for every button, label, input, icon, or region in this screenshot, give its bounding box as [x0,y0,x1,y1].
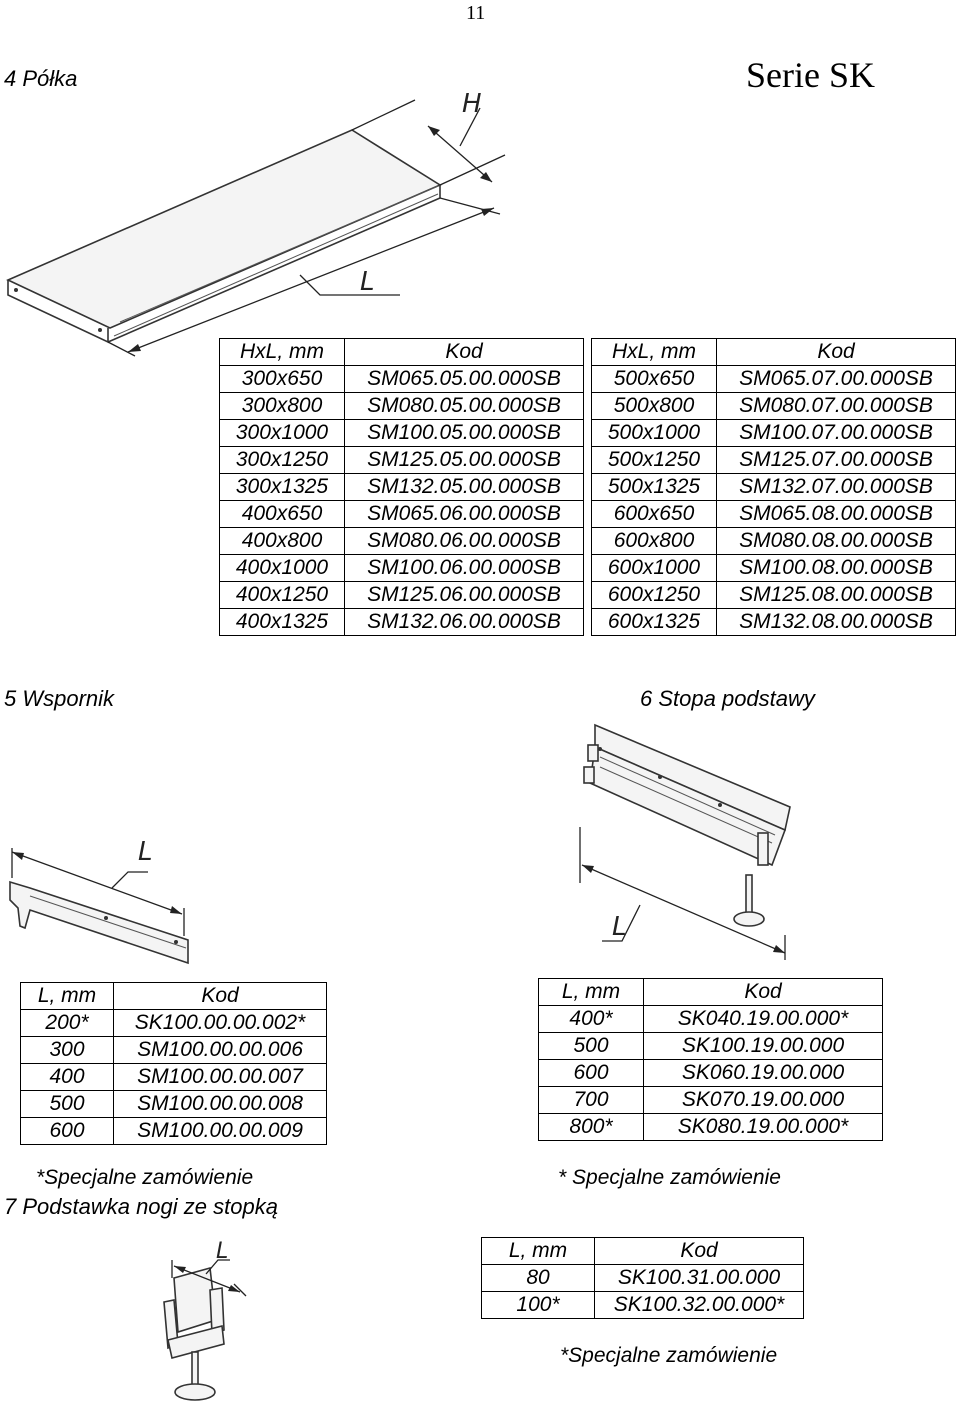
bracket-col1: L, mm [21,983,114,1010]
table-row [21,1010,327,1037]
code-cell: SM080.07.00.000SB [717,393,956,420]
table-row [592,366,956,393]
size-cell: 500x1325 [592,474,717,501]
table-row [220,420,584,447]
shelf-drawing [0,90,520,360]
code-cell: SM100.00.00.009 [114,1118,327,1145]
code-cell: SK100.32.00.000* [595,1292,804,1319]
size-cell: 600x650 [592,501,717,528]
code-cell: SK100.31.00.000 [595,1265,804,1292]
code-cell: SM132.05.00.000SB [345,474,584,501]
table-row [220,393,584,420]
table-row [592,474,956,501]
table-row [220,582,584,609]
table-row [220,528,584,555]
leg-stand-l-label: L [216,1240,229,1264]
base-foot-col1: L, mm [539,979,644,1006]
shelf-table-left [219,338,584,636]
table-row [482,1292,804,1319]
table-row [592,501,956,528]
table-row [21,1037,327,1064]
leg-stand-col1: L, mm [482,1238,595,1265]
shelf-right-col1: HxL, mm [592,339,717,366]
code-cell: SM065.07.00.000SB [717,366,956,393]
series-title: Serie SK [746,55,875,95]
size-cell: 300 [21,1037,114,1064]
code-cell: SM132.07.00.000SB [717,474,956,501]
table-row [539,1087,883,1114]
code-cell: SK080.19.00.000* [644,1114,883,1141]
code-cell: SM100.00.00.008 [114,1091,327,1118]
code-cell: SM125.06.00.000SB [345,582,584,609]
code-cell: SM132.08.00.000SB [717,609,956,636]
table-row [220,609,584,636]
size-cell: 600 [21,1118,114,1145]
table-row [592,393,956,420]
table-row [21,1118,327,1145]
table-row [592,447,956,474]
shelf-right-col2: Kod [717,339,956,366]
code-cell: SM080.06.00.000SB [345,528,584,555]
size-cell: 600x800 [592,528,717,555]
code-cell: SM125.08.00.000SB [717,582,956,609]
size-cell: 300x1000 [220,420,345,447]
bracket-drawing [0,830,210,980]
size-cell: 500x1000 [592,420,717,447]
base-foot-heading: 6 Stopa podstawy [640,686,815,711]
size-cell: 500x1250 [592,447,717,474]
size-cell: 400x650 [220,501,345,528]
code-cell: SM065.08.00.000SB [717,501,956,528]
bracket-table [20,982,327,1145]
table-row [539,1033,883,1060]
table-row [539,1114,883,1141]
size-cell: 400x1250 [220,582,345,609]
code-cell: SM100.00.00.006 [114,1037,327,1064]
size-cell: 500 [21,1091,114,1118]
size-cell: 400x1000 [220,555,345,582]
shelf-h-label: H [462,90,482,119]
code-cell: SK070.19.00.000 [644,1087,883,1114]
size-cell: 800* [539,1114,644,1141]
base-foot-drawing [560,715,810,965]
code-cell: SM065.05.00.000SB [345,366,584,393]
code-cell: SK100.19.00.000 [644,1033,883,1060]
size-cell: 300x1250 [220,447,345,474]
code-cell: SM100.07.00.000SB [717,420,956,447]
bracket-note: *Specjalne zamówienie [36,1166,254,1189]
table-row [220,474,584,501]
code-cell: SK100.00.00.002* [114,1010,327,1037]
code-cell: SM100.00.00.007 [114,1064,327,1091]
code-cell: SM065.06.00.000SB [345,501,584,528]
page-number: 11 [466,2,486,24]
table-row [592,609,956,636]
leg-stand-drawing [150,1240,260,1410]
leg-stand-heading: 7 Podstawka nogi ze stopką [4,1194,278,1219]
shelf-heading: 4 Półka [4,66,78,91]
table-row [482,1265,804,1292]
base-foot-l-label: L [612,912,627,942]
base-foot-col2: Kod [644,979,883,1006]
base-foot-note: * Specjalne zamówienie [558,1166,781,1189]
table-row [220,366,584,393]
size-cell: 300x650 [220,366,345,393]
size-cell: 500x800 [592,393,717,420]
shelf-left-col1: HxL, mm [220,339,345,366]
shelf-left-col2: Kod [345,339,584,366]
size-cell: 80 [482,1265,595,1292]
size-cell: 600 [539,1060,644,1087]
size-cell: 400x800 [220,528,345,555]
code-cell: SM080.08.00.000SB [717,528,956,555]
size-cell: 400 [21,1064,114,1091]
code-cell: SK040.19.00.000* [644,1006,883,1033]
size-cell: 100* [482,1292,595,1319]
table-row [592,528,956,555]
code-cell: SM100.05.00.000SB [345,420,584,447]
code-cell: SM132.06.00.000SB [345,609,584,636]
size-cell: 600x1000 [592,555,717,582]
size-cell: 500x650 [592,366,717,393]
code-cell: SM100.08.00.000SB [717,555,956,582]
bracket-col2: Kod [114,983,327,1010]
size-cell: 600x1325 [592,609,717,636]
bracket-heading: 5 Wspornik [4,686,115,711]
bracket-l-label: L [138,837,153,867]
table-row [592,420,956,447]
leg-stand-col2: Kod [595,1238,804,1265]
table-row [592,582,956,609]
table-row [21,1091,327,1118]
code-cell: SM080.05.00.000SB [345,393,584,420]
size-cell: 300x1325 [220,474,345,501]
code-cell: SM125.07.00.000SB [717,447,956,474]
table-row [21,1064,327,1091]
table-row [220,447,584,474]
size-cell: 400x1325 [220,609,345,636]
leg-stand-note: *Specjalne zamówienie [560,1344,778,1367]
shelf-table-right [591,338,956,636]
leg-stand-table [481,1237,804,1319]
code-cell: SM100.06.00.000SB [345,555,584,582]
table-row [539,1060,883,1087]
code-cell: SK060.19.00.000 [644,1060,883,1087]
shelf-l-label: L [360,267,375,297]
base-foot-table [538,978,883,1141]
size-cell: 700 [539,1087,644,1114]
size-cell: 200* [21,1010,114,1037]
code-cell: SM125.05.00.000SB [345,447,584,474]
table-row [539,1006,883,1033]
size-cell: 500 [539,1033,644,1060]
table-row [220,555,584,582]
size-cell: 600x1250 [592,582,717,609]
table-row [592,555,956,582]
table-row [220,501,584,528]
size-cell: 300x800 [220,393,345,420]
size-cell: 400* [539,1006,644,1033]
